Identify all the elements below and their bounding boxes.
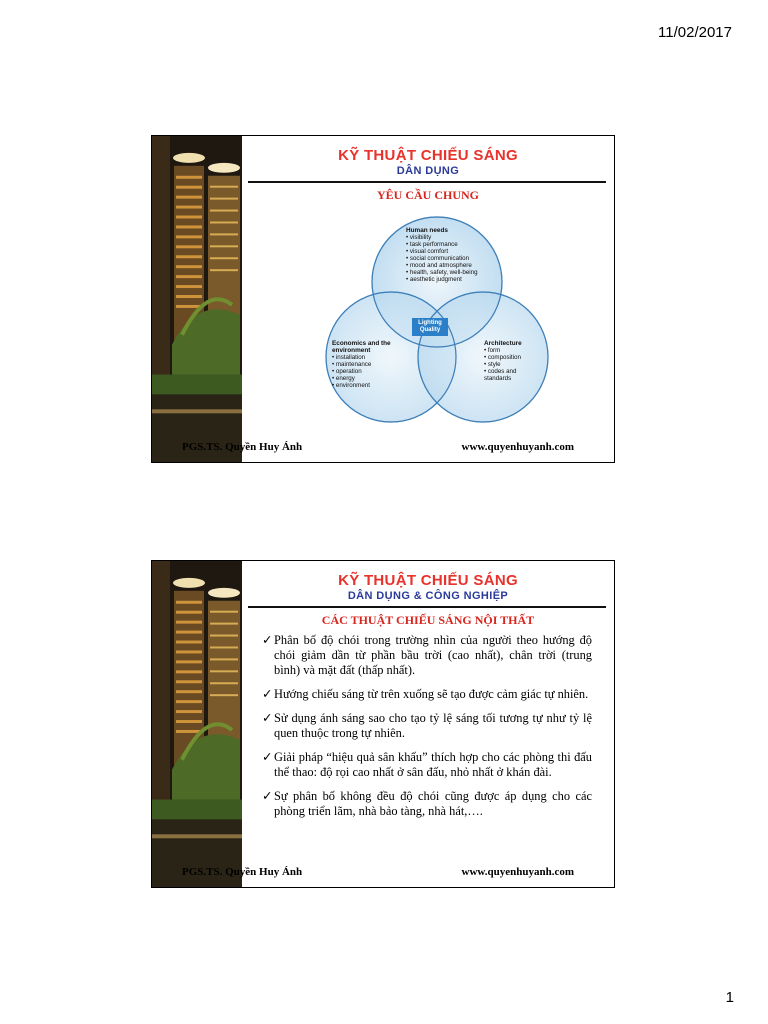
venn-label-economics [332,340,398,389]
list-item [262,633,592,678]
page-number: 1 [725,989,734,1006]
venn-item: • composition [484,354,544,361]
checkmark-icon: ✓ [262,750,273,764]
venn-item: • style [484,361,544,368]
venn-center-label: Lighting Quality [412,318,448,336]
venn-item: • energy [332,375,398,382]
venn-item: • aesthetic judgment [406,276,478,283]
checkmark-icon: ✓ [262,633,273,647]
venn-item: • mood and atmosphere [406,262,478,269]
venn-item: • form [484,347,544,354]
slide-title: KỸ THUẬT CHIẾU SÁNG [338,572,518,589]
building-photo [152,561,242,887]
list-item [262,687,592,702]
venn-diagram [320,214,555,426]
venn-item: • visual comfort [406,248,478,255]
slide-2 [151,560,615,888]
venn-item: • social communication [406,255,478,262]
title-divider [248,606,606,608]
bullet-text: Giải pháp “hiệu quả sân khấu” thích hợp cho các phòng thi đấu thể thao: độ rọi cao nhất ở sân đấu, nhỏ nhất ở khán đài. [274,750,592,779]
checkmark-icon: ✓ [262,789,273,803]
checkmark-icon: ✓ [262,687,273,701]
venn-item: • maintenance [332,361,398,368]
checkmark-icon: ✓ [262,711,273,725]
bullet-list [262,633,592,828]
venn-label-human-needs [406,227,478,283]
footer-url: www.quyenhuyanh.com [461,866,574,878]
bullet-text: Sự phân bố không đều độ chói cũng được áp dụng cho các phòng triển lãm, nhà bảo tàng, nhà hát,…. [274,789,592,818]
venn-item: • operation [332,368,398,375]
bullet-text: Hướng chiếu sáng từ trên xuống sẽ tạo được cảm giác tự nhiên. [274,687,589,701]
list-item [262,750,592,780]
list-item [262,711,592,741]
title-divider [248,181,606,183]
venn-item: • environment [332,382,398,389]
footer-author: PGS.TS. Quyền Huy Ánh [182,441,303,453]
section-heading: CÁC THUẬT CHIẾU SÁNG NỘI THẤT [321,613,535,627]
venn-label-architecture [484,340,544,382]
section-heading: YÊU CẦU CHUNG [377,188,479,202]
venn-item: • codes and standards [484,368,544,382]
venn-item: • installation [332,354,398,361]
footer-author: PGS.TS. Quyền Huy Ánh [182,866,303,878]
bullet-text: Sử dụng ánh sáng sao cho tạo tỷ lệ sáng tối tương tự như tỷ lệ quen thuộc trong tự nhiên. [274,711,592,740]
footer-url: www.quyenhuyanh.com [461,441,574,453]
building-photo [152,136,242,462]
venn-item: • task performance [406,241,478,248]
page-date: 11/02/2017 [658,24,732,41]
venn-title: Economics and the environment [332,340,391,354]
bullet-text: Phân bố độ chói trong trường nhìn của người theo hướng độ chói giảm dần từ phần bầu trời (cao nhất), chân trời (trung bình) và mặt đất (thấp nhất). [274,633,592,677]
venn-title: Architecture [484,340,522,347]
slide-subtitle: DÂN DỤNG [396,165,460,177]
list-item [262,789,592,819]
slide-title: KỸ THUẬT CHIẾU SÁNG [338,147,518,164]
slide-subtitle: DÂN DỤNG & CÔNG NGHIỆP [347,590,509,602]
venn-item: • visibility [406,234,478,241]
slide-1 [151,135,615,463]
venn-item: • health, safety, well-being [406,269,478,276]
venn-title: Human needs [406,227,448,234]
